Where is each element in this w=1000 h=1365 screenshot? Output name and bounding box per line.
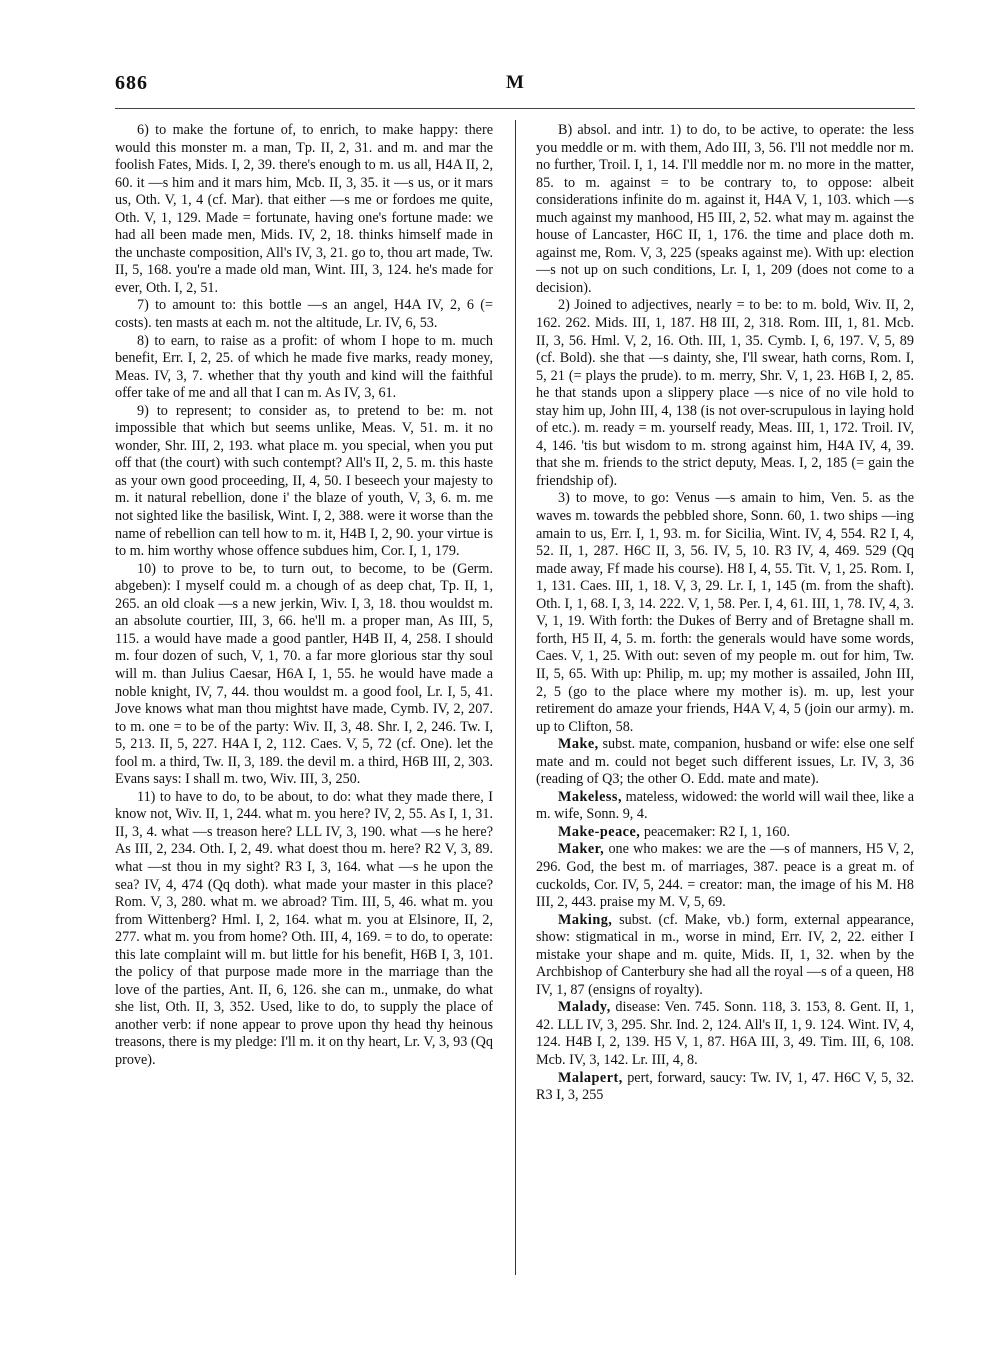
- dictionary-entry: [536, 912, 914, 1000]
- page-header: [115, 72, 915, 102]
- header-rule: [115, 108, 915, 109]
- sense-paragraph: 2) Joined to adjectives, nearly = to be: to m. bold, Wiv. II, 2, 162. 262. Mids. III, 1, 187. H8 III, 2, 318. Rom. III, 1, 81. Mcb. II, 3, 56. Hml. V, 2, 16. Oth. III, 1, 35. Cymb. I, 6, 197. V, 5, 89 (cf. Bold). she that —s dainty, she, I'll swear, hath corns, Rom. I, 5, 21 (= plays the prude). to m. merry, Shr. V, 1, 23. H6B I, 2, 85. he that stands upon a slippery place —s nice of no vile hold to stay him up, John III, 4, 138 (is not over-scrupulous in laying hold of etc.). m. ready = m. yourself ready, Meas. III, 1, 172. Troil. IV, 4, 146. 'tis but wisdom to m. strong against him, H4A IV, 4, 39. that she m. friends to the strict deputy, Meas. I, 2, 185 (= gain the friendship of).: [536, 297, 914, 489]
- dictionary-entry: [536, 999, 914, 1069]
- sense-paragraph: 6) to make the fortune of, to enrich, to make happy: there would this monster m. a man, Tp. II, 2, 31. and m. and mar the foolish Fates, Mids. I, 2, 39. there's enough to m. us all, H4A II, 2, 60. it —s him and it mars him, Mcb. II, 3, 35. it —s us, or it mars us, Oth. V, 1, 4 (cf. Mar). that either —s me or fordoes me quite, Oth. V, 1, 129. Made = fortunate, having one's fortune made: we had all been made men, Mids. IV, 2, 18. thinks himself made in the unchaste composition, All's IV, 3, 21. go to, thou art made, Tw. II, 5, 168. you're a made old man, Wint. III, 3, 124. he's made for ever, Oth. I, 2, 51.: [115, 122, 493, 296]
- dictionary-entry: [536, 1070, 914, 1105]
- left-column: [115, 122, 493, 1070]
- sense-paragraph: B) absol. and intr. 1) to do, to be active, to operate: the less you meddle or m. with them, Ado III, 3, 56. I'll not meddle nor m. no further, Troil. I, 1, 14. I'll meddle nor m. no more in the matter, 85. to m. against = to be contrary to, to oppose: albeit considerations infinite do m. against it, H4A V, 1, 103. which —s much against my manhood, H5 III, 2, 52. what may m. against the house of Lancaster, H6C II, 1, 176. the time and place doth m. against me, Rom. V, 3, 225 (speaks against me). With up: election —s not up on such conditions, Lr. I, 1, 209 (does not come to a decision).: [536, 122, 914, 296]
- entry-body: subst. mate, companion, husband or wife: else one self mate and m. could not beget such different issues, Lr. IV, 3, 36 (reading of Q3; the other O. Edd. mate and mate).: [536, 736, 914, 788]
- headword: Maker,: [558, 841, 605, 858]
- dictionary-entry: [536, 789, 914, 824]
- headword: Make-peace,: [558, 823, 641, 840]
- entry-body: disease: Ven. 745. Sonn. 118, 3. 153, 8. Gent. II, 1, 42. LLL IV, 3, 295. Shr. Ind. 2, 124. All's II, 1, 9. 124. Wint. IV, 4, 124. H4B I, 2, 139. H5 V, 1, 87. H6A III, 3, 49. Tim. III, 6, 108. Mcb. IV, 3, 142. Lr. III, 4, 8.: [536, 999, 914, 1068]
- right-column: [536, 122, 914, 1105]
- column-divider: [515, 120, 516, 1275]
- entry-body: mateless, widowed: the world will wail thee, like a m. wife, Sonn. 9, 4.: [536, 788, 914, 823]
- page-number: 686: [115, 72, 148, 94]
- sense-paragraph: 10) to prove to be, to turn out, to become, to be (Germ. abgeben): I myself could m. a chough of as deep chat, Tp. II, 1, 265. an old cloak —s a new jerkin, Wiv. I, 3, 18. thou wouldst m. an absolute courtier, III, 3, 66. he'll m. a proper man, As III, 5, 115. a would have made a good pantler, H4B II, 4, 258. I should m. four dozen of such, V, 1, 70. a far more glorious star thy soul will m. than Julius Caesar, H6A I, 1, 55. he would have made a noble knight, IV, 7, 44. thou wouldst m. a good fool, Lr. I, 5, 41. Jove knows what man thou mightst have made, Cymb. IV, 2, 207. to m. one = to be of the party: Wiv. II, 3, 48. Shr. I, 2, 246. Tw. I, 5, 213. II, 5, 227. H4A I, 2, 112. Caes. V, 5, 72 (cf. One). let the fool m. a third, Tw. II, 3, 189. the devil m. a third, H6B III, 2, 303. Evans says: I shall m. two, Wiv. III, 3, 250.: [115, 560, 493, 788]
- entry-body: pert, forward, saucy: Tw. IV, 1, 47. H6C V, 5, 32. R3 I, 3, 255: [536, 1069, 914, 1104]
- entry-body: subst. (cf. Make, vb.) form, external appearance, show: stigmatical in m., worse in mind, Err. IV, 2, 22. either I mistake your shape and m. quite, Mids. II, 1, 32. when by the Archbishop of Canterbury she had all the royal —s of a queen, H8 IV, 1, 87 (ensigns of royalty).: [536, 911, 914, 998]
- headword: Makeless,: [558, 788, 623, 805]
- sense-paragraph: 11) to have to do, to be about, to do: what they made there, I know not, Wiv. II, 1, 244. what m. you here? IV, 2, 55. As I, 1, 31. II, 3, 4. what —s treason here? LLL IV, 3, 190. what —s he here? As III, 2, 234. Oth. I, 2, 49. what doest thou m. here? R2 V, 3, 89. what —st thou in my sight? R3 I, 3, 164. what —s he upon the sea? IV, 4, 474 (Qq doth). what made your master in this place? Rom. V, 3, 280. what m. we abroad? Tim. III, 5, 46. what m. you from Wittenberg? Hml. I, 2, 164. what m. you at Elsinore, II, 2, 277. what m. you from home? Oth. III, 4, 169. = to do, to operate: this late complaint will m. but little for his benefit, H6B I, 3, 101. the policy of that purpose made more in the marriage than the love of the parties, Ant. II, 6, 126. she can m., unmake, do what she list, Oth. II, 3, 352. Used, like to do, to supply the place of another verb: if none appear to prove upon thy head thy heinous treasons, there is my pledge: I'll m. it on thy heart, Lr. V, 3, 93 (Qq prove).: [115, 788, 493, 1068]
- running-head: M: [506, 72, 524, 93]
- headword: Malapert,: [558, 1069, 623, 1086]
- headword: Malady,: [558, 999, 611, 1016]
- dictionary-entry: [536, 824, 914, 842]
- dictionary-entry: [536, 841, 914, 911]
- sense-paragraph: 7) to amount to: this bottle —s an angel, H4A IV, 2, 6 (= costs). ten masts at each m. not the altitude, Lr. IV, 6, 53.: [115, 297, 493, 332]
- dictionary-entry: [536, 736, 914, 789]
- entry-body: one who makes: we are the —s of manners, H5 V, 2, 296. God, the best m. of marriages, 387. peace is a great m. of cuckolds, Cor. IV, 5, 244. = creator: man, the image of his M. H8 III, 2, 443. praise my M. V, 5, 69.: [536, 841, 914, 911]
- headword: Making,: [558, 911, 613, 928]
- headword: Make,: [558, 736, 599, 753]
- sense-paragraph: 3) to move, to go: Venus —s amain to him, Ven. 5. as the waves m. towards the pebbled shore, Sonn. 60, 1. two ships —ing amain to us, Err. I, 1, 93. m. for Sicilia, Wint. IV, 4, 554. R2 I, 4, 52. II, 1, 287. H6C II, 3, 56. IV, 5, 10. R3 IV, 4, 469. 529 (Qq made away, Ff made his course). H8 I, 4, 55. Tit. V, 1, 25. Rom. I, 1, 131. Caes. III, 1, 18. V, 3, 29. Lr. I, 1, 145 (m. from the shaft). Oth. I, 1, 68. I, 3, 14. 222. V, 1, 58. Per. I, 4, 61. III, 1, 78. IV, 4, 3. V, 1, 19. With forth: the Dukes of Berry and of Bretagne shall m. forth, H5 II, 4, 5. m. forth: the generals would have some words, Caes. V, 1, 25. With out: seven of my people m. out for him, Tw. II, 5, 65. With up: Philip, m. up; my mother is assailed, John III, 2, 5 (go to the place where my mother is). m. up, lest your retirement do amaze your friends, H4A V, 4, 5 (join our army). m. up to Clifton, 58.: [536, 490, 914, 735]
- sense-paragraph: 8) to earn, to raise as a profit: of whom I hope to m. much benefit, Err. I, 2, 25. of which he made five marks, ready money, Meas. IV, 3, 7. whether that thy youth and kind will the faithful offer take of me and all that I can m. As IV, 3, 61.: [115, 332, 493, 402]
- sense-paragraph: 9) to represent; to consider as, to pretend to be: m. not impossible that which but seems unlike, Meas. V, 51. m. it no wonder, Shr. III, 2, 193. what place m. you special, when you put off that (the court) with such contempt? All's II, 2, 5. m. this haste as your own good proceeding, II, 4, 50. I beseech your majesty to m. it natural rebellion, done i' the blaze of youth, V, 3, 6. m. me not sighted like the basilisk, Wint. I, 2, 388. were it worse than the name of rebellion can tell how to m. it, H4B I, 2, 90. your virtue is to m. him worthy whose offence subdues him, Cor. I, 1, 179.: [115, 402, 493, 560]
- entry-body: peacemaker: R2 I, 1, 160.: [640, 823, 791, 840]
